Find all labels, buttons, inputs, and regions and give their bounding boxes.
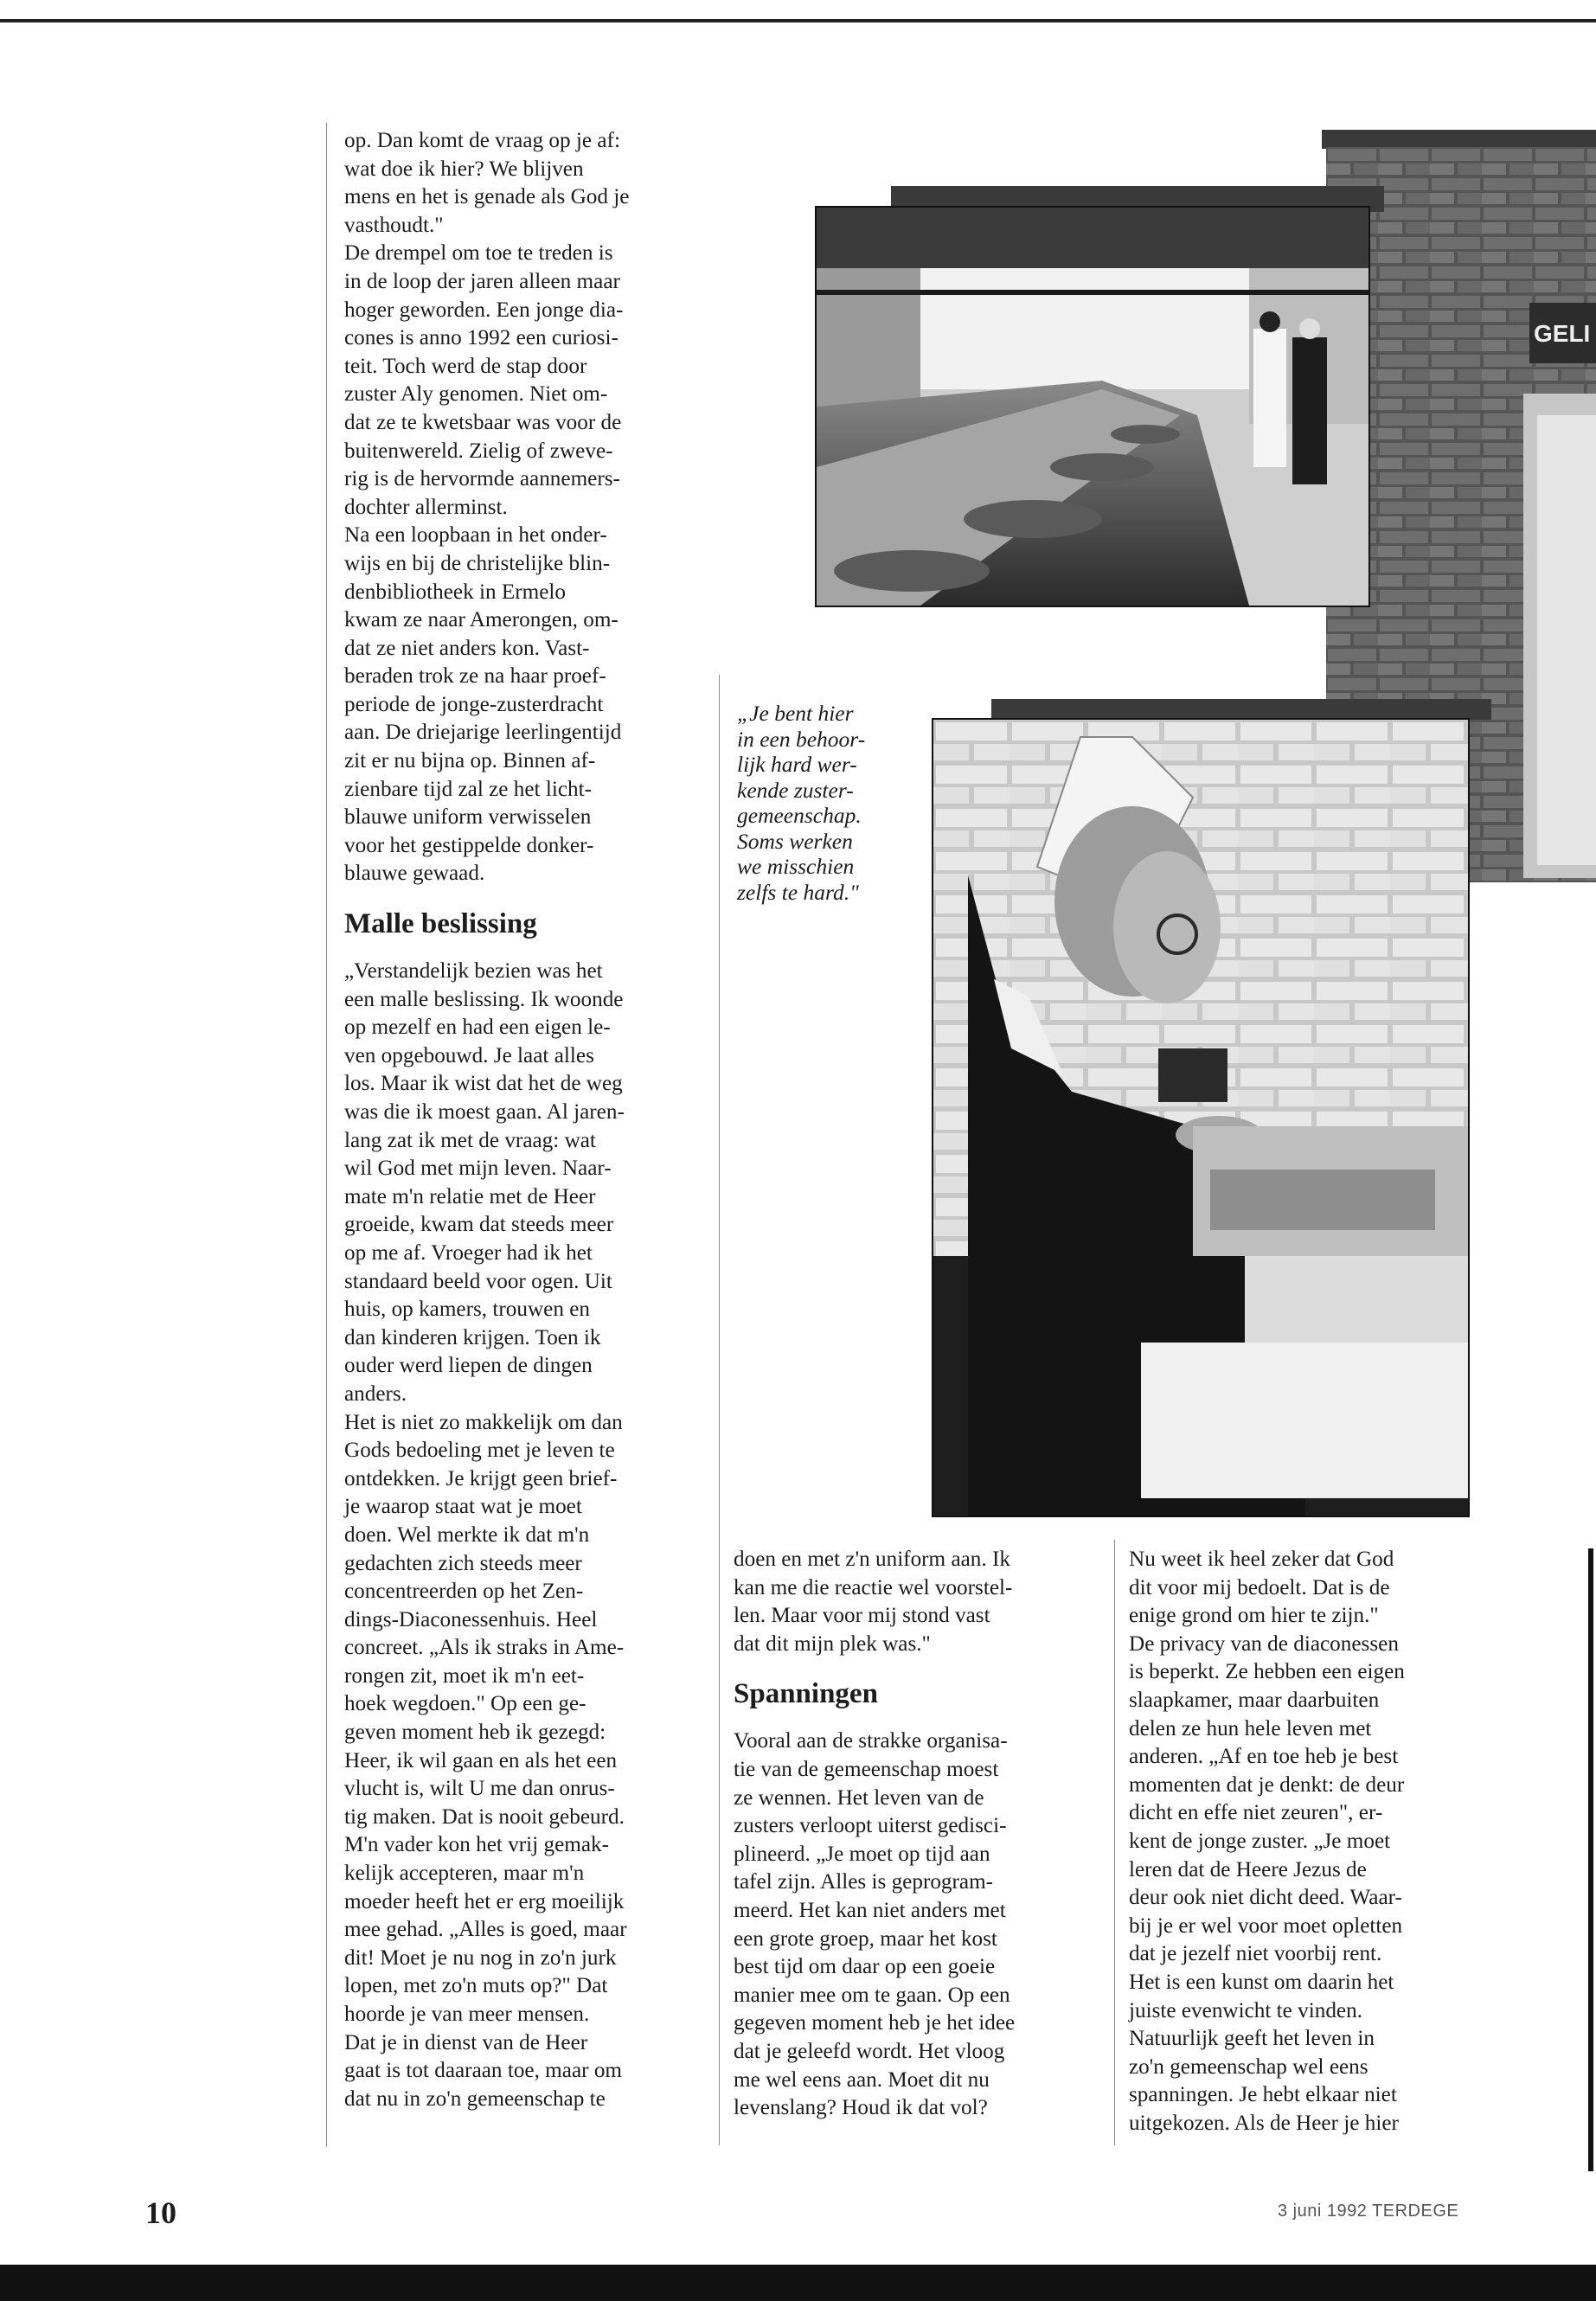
text-column-3 bbox=[1129, 1546, 1492, 2138]
column-1-bottom-text: „Verstandelijk bezien was het een malle beslissing. Ik woonde op mezelf en had een eigen le- ven opgebouwd. Je laat alles los. Maar ik wist dat het de weg was die ik moest gaan. Al jaren- lang zat ik met de vraag: wat wil God met mijn leven. Naar- mate m'n relatie met de Heer groeide, kwam dat steeds meer op me af. Vroeger had ik het standaard beeld voor ogen. Uit huis, op kamers, trouwen en dan kinderen krijgen. Toen ik ouder werd liepen de dingen anders. Het is niet zo makkelijk om dan Gods bedoeling met je leven te ontdekken. Je krijgt geen brief- je waarop staat wat je moet doen. Wel merkte ik dat m'n gedachten zich steeds meer concentreerden op het Zen- dings-Diaconessenhuis. Heel concreet. „Als ik straks in Ame- rongen zit, moet ik m'n eet- hoek wegdoen." Op een ge- geven moment heb ik gezegd: Heer, ik wil gaan en als het een vlucht is, wilt U me dan onrus- tig maken. Dat is nooit gebeurd. M'n vader kon het vrij gemak- kelijk accepteren, maar m'n moeder heeft het er erg moeilijk mee gehad. „Alles is goed, maar dit! Moet je nu nog in zo'n jurk lopen, met zo'n muts op?" Dat hoorde je van meer mensen. Dat je in dienst van de Heer gaat is tot daaraan toe, maar om dat nu in zo'n gemeenschap te bbox=[344, 959, 627, 2111]
nurse-photo bbox=[932, 718, 1470, 1517]
publication-date: 3 juni 1992 TERDEGE bbox=[1278, 2202, 1459, 2221]
kitchen-photo bbox=[815, 206, 1370, 607]
pull-quote bbox=[737, 701, 910, 905]
column-rule-left bbox=[326, 123, 327, 2147]
heading-malle-beslissing: Malle beslissing bbox=[344, 908, 537, 940]
column-3-text: Nu weet ik heel zeker dat God dit voor mij bedoelt. Dat is de enige grond om hier te zijn." De privacy van de diaconessen is beperkt. Ze hebben een eigen slaapkamer, maar daarbuiten delen ze hun hele leven met anderen. „Af en toe heb je best momenten dat je denkt: de deur dicht en effe niet zeuren", er- kent de jonge zuster. „Je moet leren dat de Heere Jezus de deur ook niet dicht deed. Waar- bij je er wel voor moet opletten dat je jezelf niet voorbij rent. Het is een kunst om daarin het juiste evenwicht te vinden. Natuurlijk geeft het leven in zo'n gemeenschap wel eens spanningen. Je hebt elkaar niet uitgekozen. Als de Heer je hier bbox=[1129, 1548, 1405, 2135]
page-top-edge bbox=[0, 0, 1596, 22]
nurse-image bbox=[933, 720, 1468, 1516]
nurse-photo-shadow bbox=[991, 699, 1491, 720]
column-2-bottom-text: Vooral aan de strakke organisa- tie van de gemeenschap moest ze wennen. Het leven van de zusters verloopt uiterst gedisci- plineerd. „Je moet op tijd aan tafel zijn. Alles is geprogram- meerd. Het kan niet anders met een grote groep, maar het kost best tijd om daar op een goeie manier mee om te gaan. Op een gegeven moment heb je het idee dat je geleefd wordt. Het vloog me wel eens aan. Moet dit nu levenslang? Houd ik dat vol? bbox=[734, 1729, 1016, 2120]
heading-spanningen: Spanningen bbox=[734, 1678, 878, 1710]
column-1-top-text: op. Dan komt de vraag op je af: wat doe ik hier? We blijven mens en het is genade als God je vasthoudt." De drempel om toe te treden is in de loop der jaren alleen maar hoger geworden. Een jonge dia- cones is anno 1992 een curiosi- teit. Toch werd de stap door zuster Aly genomen. Niet om- dat ze te kwetsbaar was voor de buitenwereld. Zielig of zweve- rig is de hervormde aannemers- dochter allerminst. Na een loopbaan in het onder- wijs en bij de christelijke blin- denbibliotheek in Ermelo kwam ze naar Amerongen, om- dat ze niet anders kon. Vast- beraden trok ze na haar proef- periode de jonge-zusterdracht aan. De driejarige leerlingentijd zit er nu bijna op. Binnen af- zienbare tijd zal ze het licht- blauwe uniform verwisselen voor het gestippelde donker- blauwe gewaad. bbox=[344, 129, 630, 886]
wall-sign-text: GELI bbox=[1534, 320, 1591, 347]
brick-photo-shadow-top bbox=[1322, 130, 1596, 149]
column-2-top-text: doen en met z'n uniform aan. Ik kan me die reactie wel voorstel- len. Maar voor mij stond vast dat dit mijn plek was." bbox=[734, 1548, 1013, 1656]
page-bottom-edge bbox=[0, 2265, 1596, 2301]
text-column-2 bbox=[734, 1546, 1097, 2123]
pull-quote-text: „Je bent hier in een behoor- lijk hard wer- kende zuster- gemeenschap. Soms werken we misschien zelfs te hard." bbox=[737, 701, 866, 905]
column-rule-right bbox=[1114, 1540, 1115, 2145]
column-rule-middle bbox=[719, 675, 720, 2145]
right-edge-rule bbox=[1588, 1548, 1593, 2171]
text-column-1 bbox=[344, 127, 708, 2113]
kitchen-image bbox=[817, 208, 1368, 606]
page-number: 10 bbox=[145, 2195, 176, 2230]
